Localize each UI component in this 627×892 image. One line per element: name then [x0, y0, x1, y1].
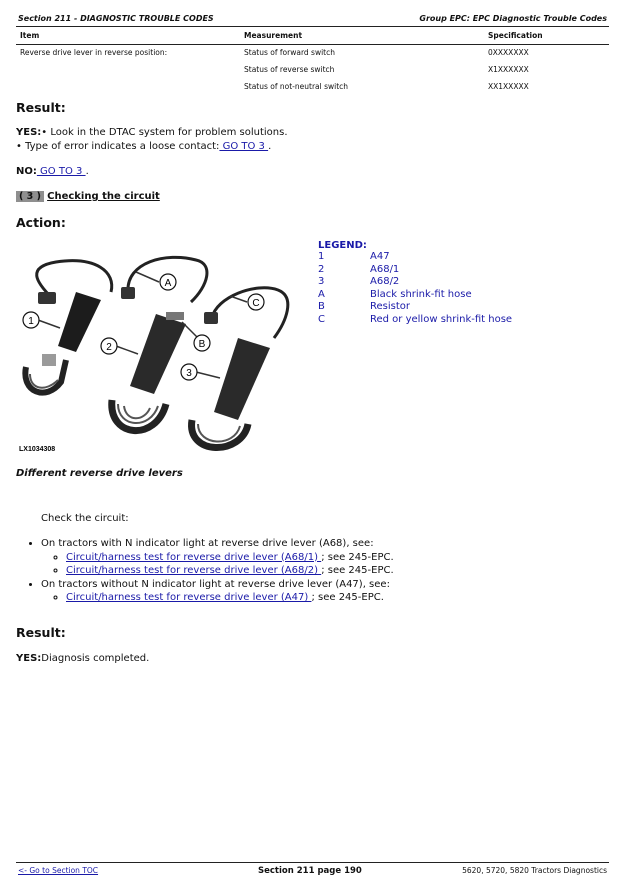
callout-3 [181, 364, 197, 380]
table-header-row [16, 28, 609, 45]
legend-key: 3 [318, 276, 325, 287]
lever-1-hose [42, 354, 56, 366]
connector-2 [121, 287, 135, 299]
header-section-title: Section 211 - DIAGNOSTIC TROUBLE CODES [18, 14, 214, 23]
list-item-text: On tractors without N indicator light at reverse drive lever (A47), see: [41, 578, 390, 590]
connector-3 [204, 312, 218, 324]
footer-manual-title: 5620, 5720, 5820 Tractors Diagnostics [462, 866, 607, 875]
legend-value: Resistor [370, 301, 410, 312]
result-yes-line [16, 127, 288, 138]
table-row [16, 79, 609, 96]
legend-item [318, 264, 512, 277]
step-number-badge: ( 3 ) [16, 191, 44, 202]
legend-value: Red or yellow shrink-fit hose [370, 313, 513, 325]
step-title: Checking the circuit [47, 191, 160, 202]
table-cell-specification: 0XXXXXXX [488, 48, 529, 57]
link-suffix: ; see 245-EPC. [311, 592, 384, 603]
measurement-table [16, 28, 609, 96]
header-divider [16, 26, 609, 27]
yes-text: Diagnosis completed. [41, 653, 150, 664]
no-end: . [85, 166, 89, 177]
table-cell-measurement: Status of reverse switch [244, 65, 335, 74]
go-to-3-link[interactable]: GO TO 3 [219, 141, 269, 152]
list-item-text: On tractors with N indicator light at reverse drive lever (A68), see: [41, 538, 374, 549]
table-cell-measurement: Status of forward switch [244, 48, 335, 57]
go-to-section-toc-link[interactable]: <- Go to Section TOC [18, 866, 99, 875]
result-bullet-line [16, 141, 271, 152]
link-suffix: ; see 245-EPC. [321, 551, 394, 563]
go-to-3-link-no[interactable]: GO TO 3 [36, 166, 86, 177]
no-label: NO: [16, 166, 37, 177]
table-cell-item [16, 79, 240, 96]
legend [318, 240, 512, 326]
step-heading [16, 191, 160, 202]
column-header-measurement: Measurement [240, 28, 484, 45]
list-item [41, 537, 601, 578]
cable-3 [212, 288, 288, 338]
check-list [16, 537, 601, 605]
legend-item [318, 301, 512, 314]
result-heading-2: Result: [16, 625, 66, 640]
table-cell-specification: XX1XXXXX [488, 82, 529, 91]
table-cell-item [16, 62, 240, 79]
sub-list [41, 591, 601, 605]
table-row [16, 62, 609, 79]
circuit-test-a47-link[interactable]: Circuit/harness test for reverse drive lever (A47) [66, 592, 312, 603]
svg-text:3: 3 [186, 368, 192, 379]
legend-value: A68/2 [370, 276, 400, 287]
list-item [66, 564, 601, 578]
yes-label: YES: [16, 127, 42, 138]
legend-key: A [318, 288, 325, 300]
table-cell-measurement: Status of not-neutral switch [244, 82, 349, 91]
action-heading: Action: [16, 215, 66, 230]
list-item [66, 591, 601, 605]
levers-illustration [16, 242, 312, 454]
list-item [66, 551, 601, 565]
callout-1 [23, 312, 39, 328]
legend-item [318, 251, 512, 264]
connector-1 [38, 292, 56, 304]
svg-text:1: 1 [28, 316, 34, 327]
callout-a [160, 274, 176, 290]
table-row [16, 45, 609, 63]
svg-text:B: B [198, 339, 206, 350]
legend-item [318, 289, 512, 302]
footer-page-number: Section 211 page 190 [258, 866, 362, 876]
figure-label: LX1034308 [19, 446, 56, 453]
legend-key: 2 [318, 263, 325, 275]
legend-key: C [318, 313, 325, 325]
legend-item [318, 314, 512, 327]
header-group-title: Group EPC: EPC Diagnostic Trouble Codes [419, 14, 607, 23]
svg-text:2: 2 [106, 342, 112, 353]
link-suffix: ; see 245-EPC. [321, 565, 394, 576]
resistor [166, 312, 184, 320]
bullet-text: • Type of error indicates a loose contact: [16, 141, 220, 152]
legend-value: A47 [370, 251, 390, 262]
column-header-item: Item [16, 28, 240, 45]
column-header-specification: Specification [484, 28, 609, 45]
yes-label: YES: [16, 653, 42, 664]
result-no-line [16, 166, 89, 177]
table-cell-specification: X1XXXXXX [488, 65, 529, 74]
circuit-test-a68-1-link[interactable]: Circuit/harness test for reverse drive lever (A68/1) [66, 551, 322, 563]
yes-text: • Look in the DTAC system for problem solutions. [41, 127, 288, 138]
result-heading: Result: [16, 100, 66, 115]
callout-c [248, 294, 264, 310]
reverse-drive-levers-figure [16, 242, 312, 454]
lever-3-body [214, 338, 270, 420]
callout-2 [101, 338, 117, 354]
legend-value: Black shrink-fit hose [370, 288, 472, 300]
lever-2-body [130, 314, 186, 394]
figure-caption: Different reverse drive levers [16, 468, 183, 479]
legend-key: 1 [318, 251, 325, 262]
list-item [41, 578, 601, 605]
result-2-yes-line [16, 653, 149, 664]
svg-text:A: A [164, 278, 172, 289]
circuit-test-a68-2-link[interactable]: Circuit/harness test for reverse drive lever (A68/2) [66, 565, 322, 576]
bullet-end: . [268, 141, 272, 152]
lever-1-body [58, 292, 101, 352]
svg-text:C: C [252, 298, 260, 309]
sub-list [41, 551, 601, 578]
callout-b [194, 335, 210, 351]
legend-key: B [318, 301, 325, 312]
footer-divider [16, 862, 609, 863]
legend-item [318, 276, 512, 289]
check-intro: Check the circuit: [41, 513, 129, 524]
table-cell-item: Reverse drive lever in reverse position: [20, 48, 168, 57]
legend-value: A68/1 [370, 263, 400, 275]
legend-title: LEGEND: [318, 240, 367, 251]
